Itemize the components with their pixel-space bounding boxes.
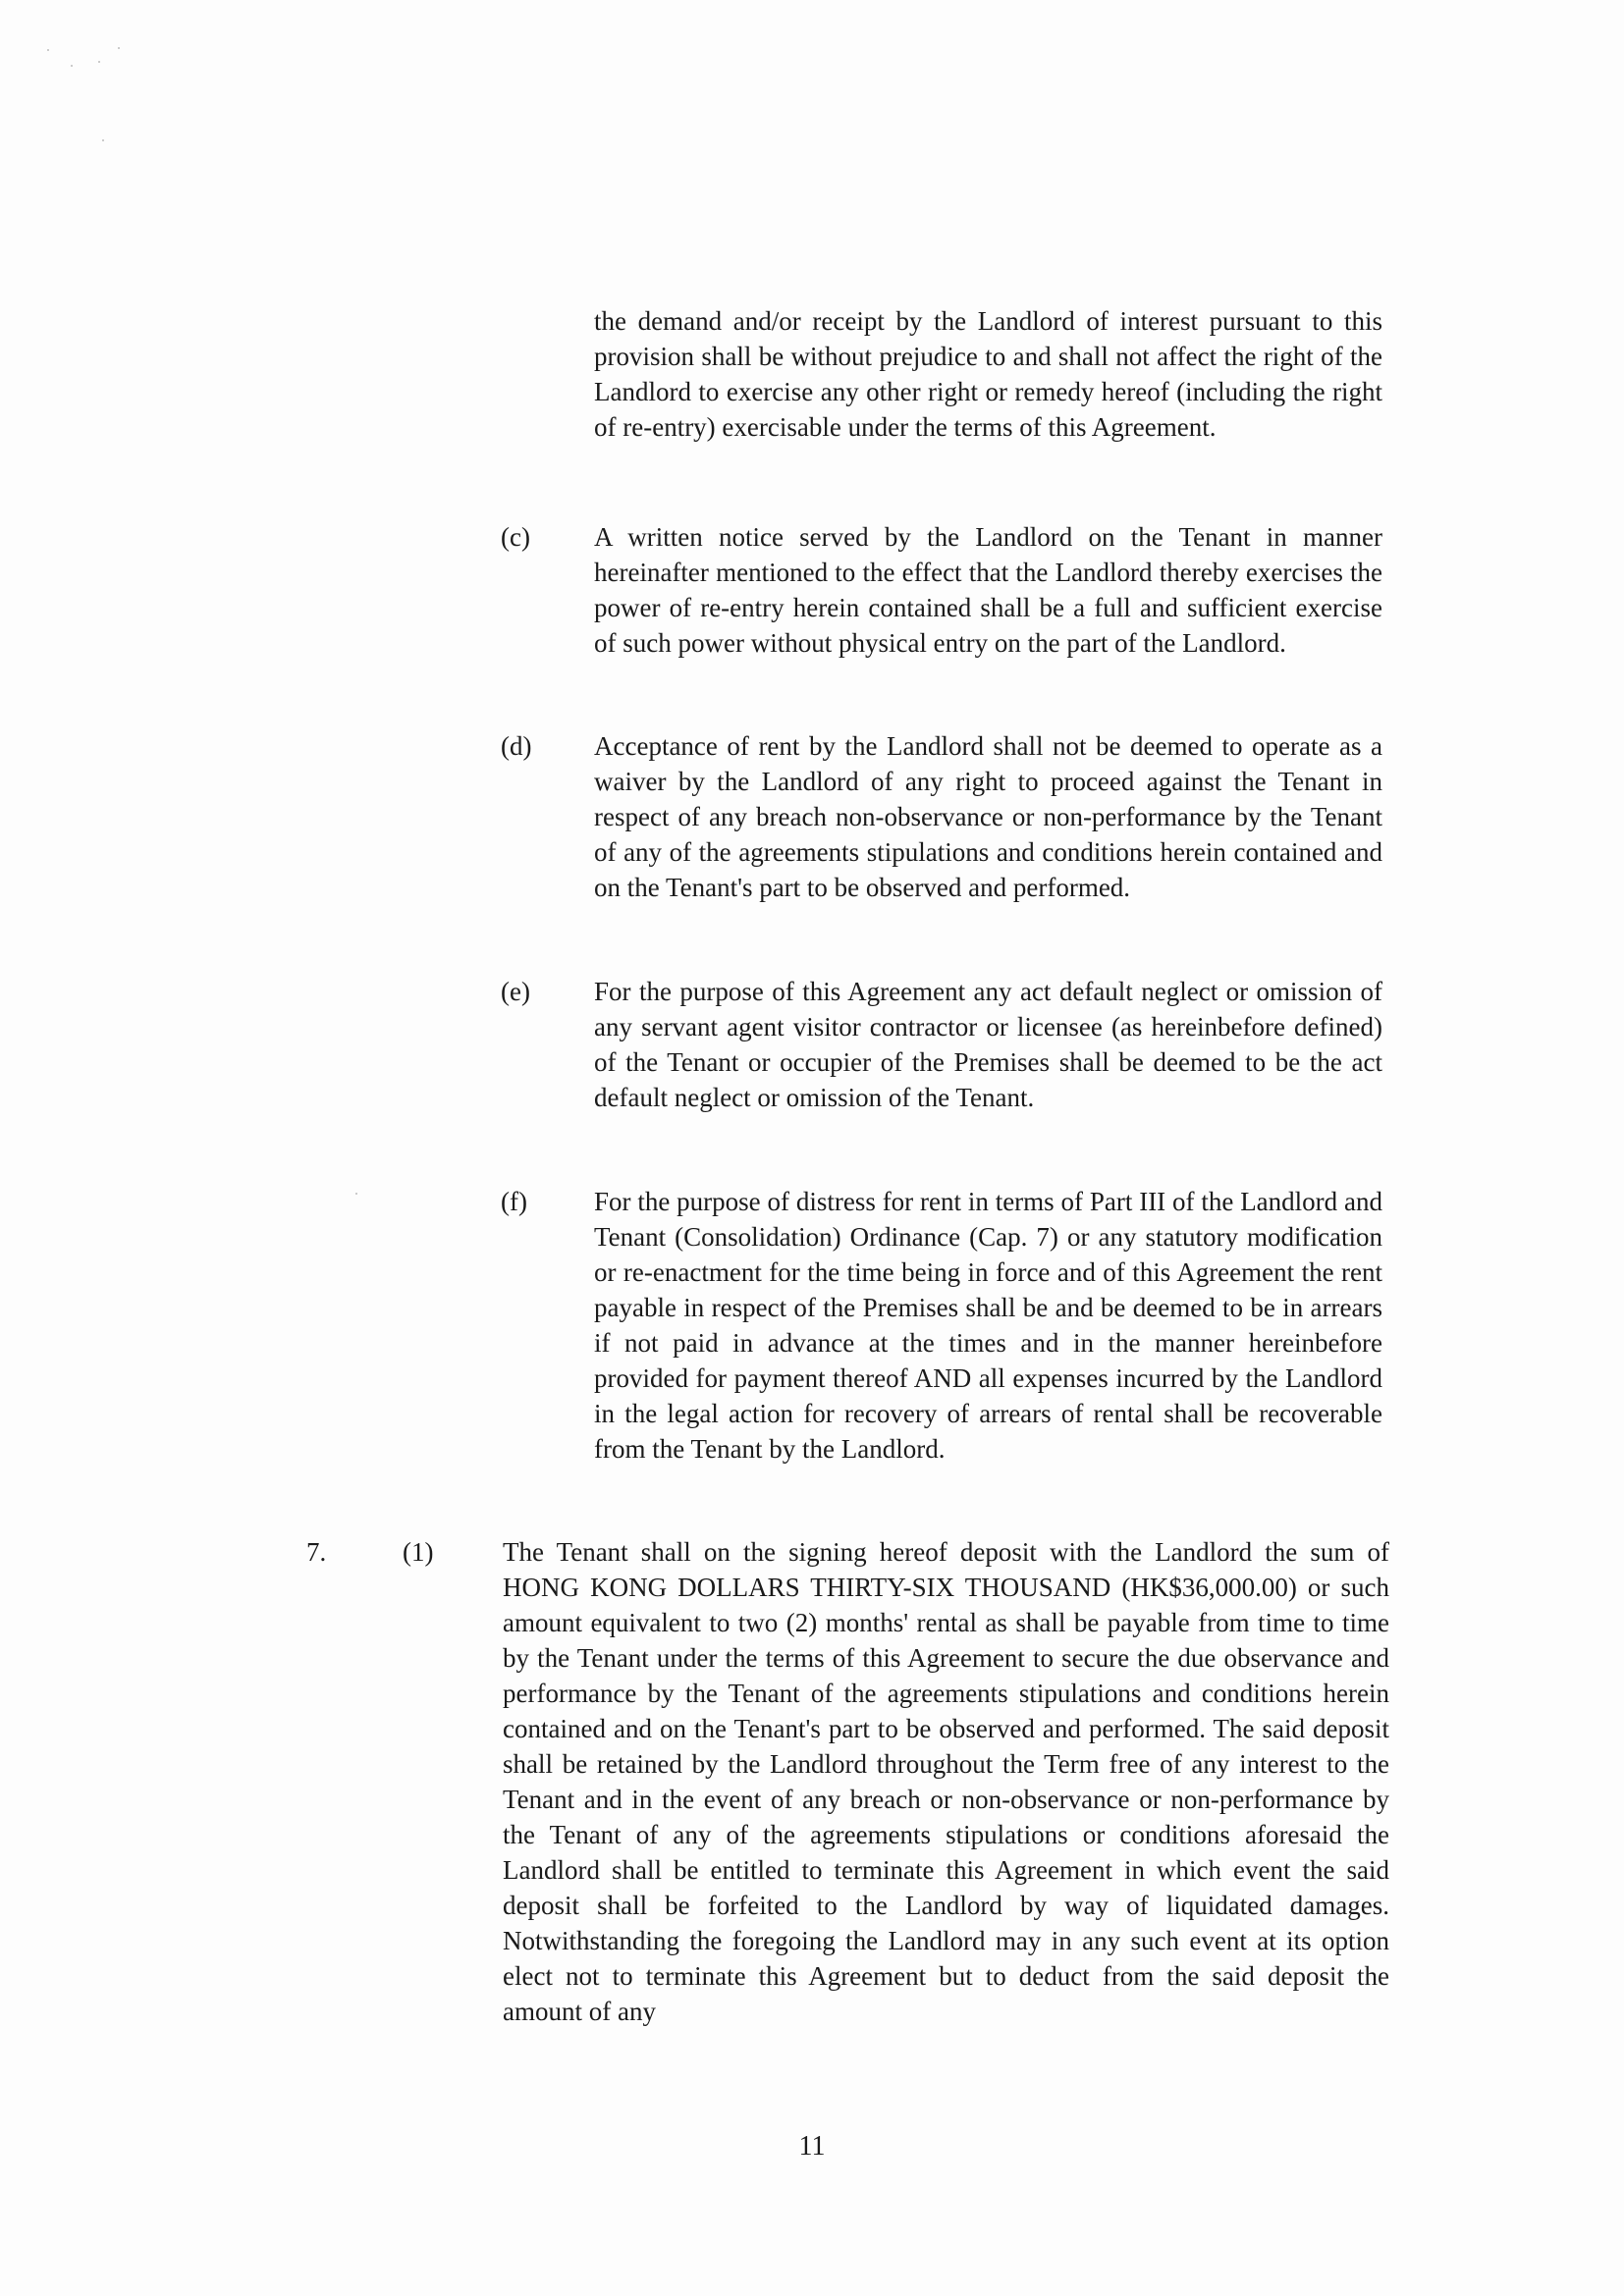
subclause-text-f: For the purpose of distress for rent in terms of Part III of the Landlord and Tenant (Consolidation) Ordinance (Cap. 7) or any statutory modification or re-enactment for the time being in force and of this Agreement the rent payable in respect of the Premises shall be and be deemed to be in arrears if not paid in advance at the times and in the manner hereinbefore provided for payment thereof AND all expenses incurred by the Landlord in the legal action for recovery of arrears of rental shall be recoverable from the Tenant by the Landlord. — [594, 1187, 1382, 1464]
scan-speck — [118, 47, 120, 49]
clause-7-text: The Tenant shall on the signing hereof deposit with the Landlord the sum of HONG KONG DOLLARS THIRTY-SIX THOUSAND (HK$36,000.00) or such amount equivalent to two (2) months' rental as shall be payable from time to time by the Tenant under the terms of this Agreement to secure the due observance and performance by the Tenant of the agreements stipulations and conditions herein contained and on the Tenant's part to be observed and performed. The said deposit shall be retained by the Landlord throughout the Term free of any interest to the Tenant and in the event of any breach or non-observance or non-performance by the Tenant of any of the agreements stipulations or conditions aforesaid the Landlord shall be entitled to terminate this Agreement in which event the said deposit shall be forfeited to the Landlord by way of liquidated damages. Notwithstanding the foregoing the Landlord may in any such event at its option elect not to terminate this Agreement but to deduct from the said deposit the amount of any — [503, 1537, 1389, 2026]
clause-7-sublabel: (1) — [403, 1537, 434, 1567]
scan-speck — [98, 61, 100, 63]
subclause-label-f: (f) — [501, 1187, 527, 1216]
page-number: 11 — [798, 2131, 826, 2162]
subclause-label-e: (e) — [501, 977, 530, 1006]
subclause-label-c: (c) — [501, 522, 530, 552]
subclause-label-d: (d) — [501, 731, 532, 761]
scan-speck — [47, 49, 49, 51]
clause-number-7: 7. — [306, 1537, 327, 1567]
continuation-paragraph: the demand and/or receipt by the Landlord of interest pursuant to this provision shall be without prejudice to and shall not affect the right of the Landlord to exercise any other right or remedy hereof (including the right of re-entry) exercisable under the terms of this Agreement. — [594, 306, 1382, 442]
scan-speck — [71, 65, 73, 67]
scan-speck — [102, 139, 104, 141]
subclause-text-e: For the purpose of this Agreement any act default neglect or omission of any servant agent visitor contractor or licensee (as hereinbefore defined) of the Tenant or occupier of the Premises shall be deemed to be the act default neglect or omission of the Tenant. — [594, 977, 1382, 1112]
scan-speck — [355, 1193, 357, 1195]
subclause-text-d: Acceptance of rent by the Landlord shall not be deemed to operate as a waiver by the Landlord of any right to proceed against the Tenant in respect of any breach non-observance or non-performance by the Tenant of any of the agreements stipulations and conditions herein contained and on the Tenant's part to be observed and performed. — [594, 731, 1382, 902]
subclause-text-c: A written notice served by the Landlord on the Tenant in manner hereinafter mentioned to the effect that the Landlord thereby exercises the power of re-entry herein contained shall be a full and sufficient exercise of such power without physical entry on the part of the Landlord. — [594, 522, 1382, 658]
